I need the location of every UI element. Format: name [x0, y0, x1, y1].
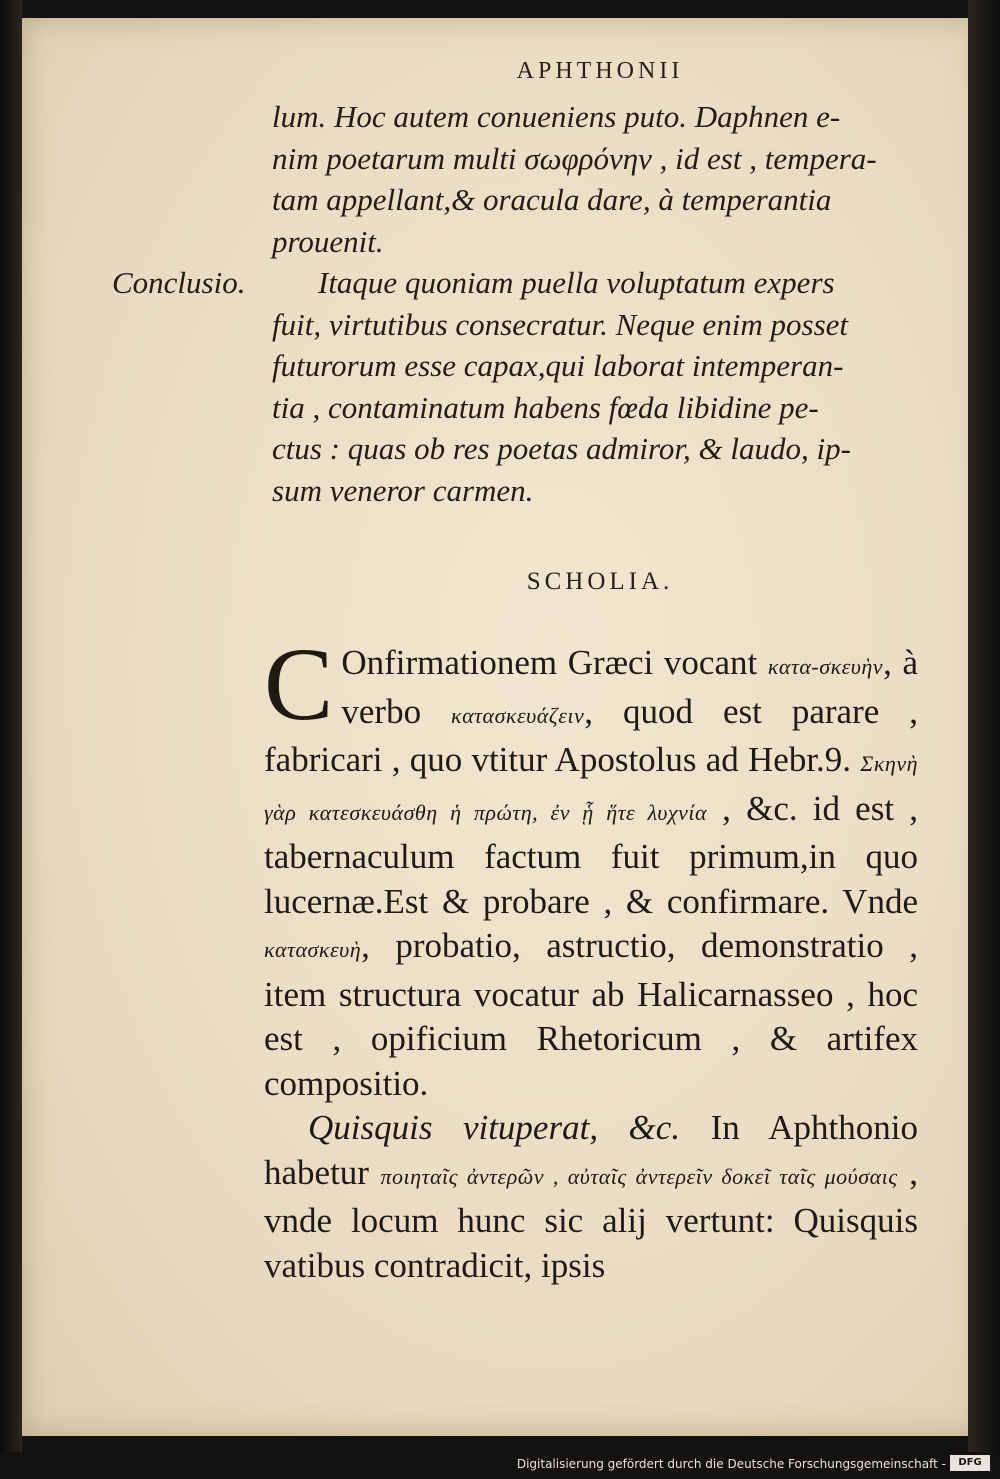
drop-cap: C — [264, 627, 334, 742]
greek-text: Σκηνὴ γὰρ κατεσκευάσθη ἡ πρώτη, ἐν ᾗ ἥτε λυχνία — [264, 751, 918, 825]
greek-text: κατα-σκευὴν — [767, 654, 884, 679]
text-line: Itaque quoniam puella voluptatum expers — [318, 265, 835, 300]
greek-text: κατασκευάζειν — [451, 702, 585, 728]
text-line: fuit, virtutibus consecratur. Neque enim posset — [272, 306, 849, 342]
paragraph-text: , vnde locum hunc sic alij vertunt: Quisquis vatibus contradicit, ipsis — [264, 1152, 919, 1285]
text-line: tam appellant,& oracula dare, à temperantia — [272, 182, 832, 217]
text-line: ctus : quas ob res poetas admiror, & laudo, ip- — [272, 431, 851, 466]
scan-edge-left — [0, 0, 22, 1479]
paragraph-text: , quod est parare , fabricari , quo vtitur Apostolus ad Hebr.9. — [264, 691, 918, 779]
scholia-text — [264, 627, 919, 1288]
margin-note: Conclusio. — [112, 265, 246, 300]
text-line: sum veneror carmen. — [272, 472, 534, 508]
scholia-paragraph-1 — [264, 627, 918, 1106]
paragraph-text: Onfirmationem Græci vocant — [341, 643, 768, 682]
greek-text: κατασκευὴ — [264, 937, 362, 962]
text-block-conclusion — [272, 262, 922, 511]
paragraph-text: , probatio, astructio, demonstratio , item structura vocatur ab Halicarnasseo , hoc est , opificium Rhetoricum , & artifex compositio. — [264, 926, 918, 1103]
lemma-text: Quisquis vituperat, &c. — [308, 1108, 681, 1147]
paragraph-text: , &c. id est , tabernaculum factum fuit primum,in quo lucernæ.Est & probare , & confirmare. Vnde — [264, 788, 918, 921]
scholia-paragraph-2 — [264, 1106, 918, 1288]
paragraph-text: In Aphthonio habetur — [264, 1108, 919, 1192]
greek-text: ποιηταῖς ἀντερῶν , αὐταῖς ἀντερεῖν δοκεῖ ταῖς μούσαις — [380, 1163, 898, 1189]
funding-credit: Digitalisierung gefördert durch die Deutsche Forschungsgemeinschaft - — [516, 1457, 946, 1471]
text-line: prouenit. — [272, 223, 384, 259]
text-line: tia , contaminatum habens fœda libidine pe- — [272, 389, 819, 425]
running-header: APHTHONII — [516, 58, 684, 84]
dfg-logo: DFG — [950, 1455, 990, 1471]
book-spine — [968, 0, 1000, 1479]
text-line: nim poetarum multi σωφρόνην , id est , tempera- — [272, 140, 877, 176]
section-title: SCHOLIA. — [526, 568, 674, 595]
text-block-conclusion-start — [272, 96, 922, 262]
text-line: lum. Hoc autem conueniens puto. Daphnen e- — [272, 99, 841, 134]
text-line: futurorum esse capax,qui laborat intemperan- — [272, 348, 844, 383]
paragraph-text: , à verbo — [341, 643, 918, 731]
